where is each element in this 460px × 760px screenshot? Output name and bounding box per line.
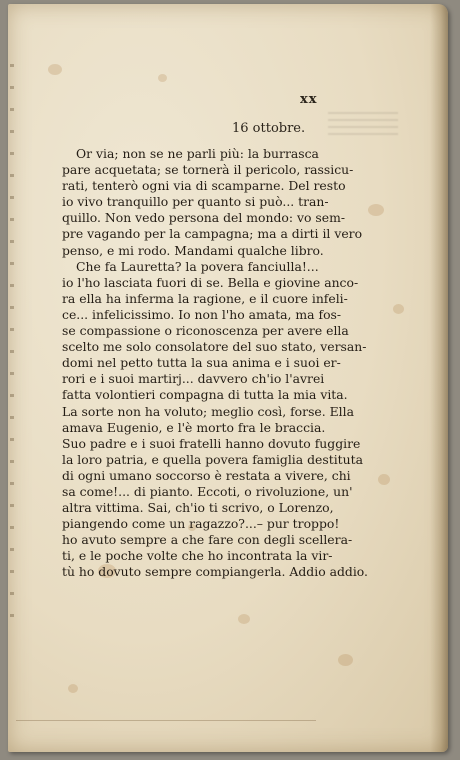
foxing-stain (158, 74, 167, 82)
text-line: amava Eugenio, e l'è morto fra le braccia. (62, 419, 326, 435)
text-line: io l'ho lasciata fuori di se. Bella e giovine anco- (62, 274, 359, 290)
text-line: Suo padre e i suoi fratelli hanno dovuto fuggire (62, 435, 361, 451)
text-line: ho avuto sempre a che fare con degli scellera- (62, 532, 353, 548)
text-line: scelto me solo consolatore del suo stato, versan- (62, 339, 367, 355)
text-line: pare acquetata; se tornerà il pericolo, rassicu- (62, 162, 354, 178)
foxing-stain (48, 64, 62, 75)
text-line: La sorte non ha voluto; meglio così, forse. Ella (62, 403, 354, 419)
foxing-stain (393, 304, 404, 314)
text-line: Or via; non se ne parli più: la burrasca (76, 146, 319, 161)
text-line: la loro patria, e quella povera famiglia destituta (62, 451, 363, 467)
text-line: Che fa Lauretta? la povera fanciulla!... (76, 258, 319, 274)
page-crease (16, 720, 316, 721)
page-number: xx (300, 92, 318, 107)
text-line: io vivo tranquillo per quanto si può... tran- (62, 194, 329, 210)
foxing-stain (338, 654, 353, 666)
letter-date: 16 ottobre. (232, 121, 306, 136)
foxing-stain (238, 614, 250, 624)
text-line: penso, e mi rodo. Mandami qualche libro. (62, 242, 324, 258)
text-line: pre vagando per la campagna; ma a dirti il vero (62, 226, 363, 242)
text-line: domi nel petto tutta la sua anima e i suoi er- (62, 355, 341, 371)
text-line: di ogni umano soccorso è restata a vivere, chi (62, 467, 351, 483)
foxing-stain (368, 204, 384, 216)
foxing-stain (68, 684, 78, 693)
text-line: tù ho dovuto sempre compiangerla. Addio addio. (62, 564, 368, 580)
text-line: fatta volontieri compagna di tutta la mia vita. (62, 387, 348, 403)
text-line: rori e i suoi martirj... davvero ch'io l'avrei (62, 371, 325, 387)
text-line: piangendo come un ragazzo?...– pur troppo! (62, 516, 340, 532)
binding-holes (10, 64, 14, 624)
text-line: rati, tenterò ogni via di scamparne. Del resto (62, 178, 346, 194)
text-line: ti, e le poche volte che ho incontrata la vir- (62, 548, 333, 564)
text-line: ce... infelicissimo. Io non l'ho amata, ma fos- (62, 306, 342, 322)
text-line: sa come!... di pianto. Eccoti, o rivoluzione, un' (62, 483, 353, 499)
text-line: quillo. Non vedo persona del mondo: vo sem- (62, 210, 346, 226)
text-line: altra vittima. Sai, ch'io ti scrivo, o Lorenzo, (62, 500, 334, 516)
foxing-stain (378, 474, 390, 485)
show-through-text (328, 112, 398, 136)
text-line: ra ella ha inferma la ragione, e il cuore infeli- (62, 290, 348, 306)
letter-body (62, 146, 368, 581)
text-line: se compassione o riconoscenza per avere ella (62, 323, 349, 339)
